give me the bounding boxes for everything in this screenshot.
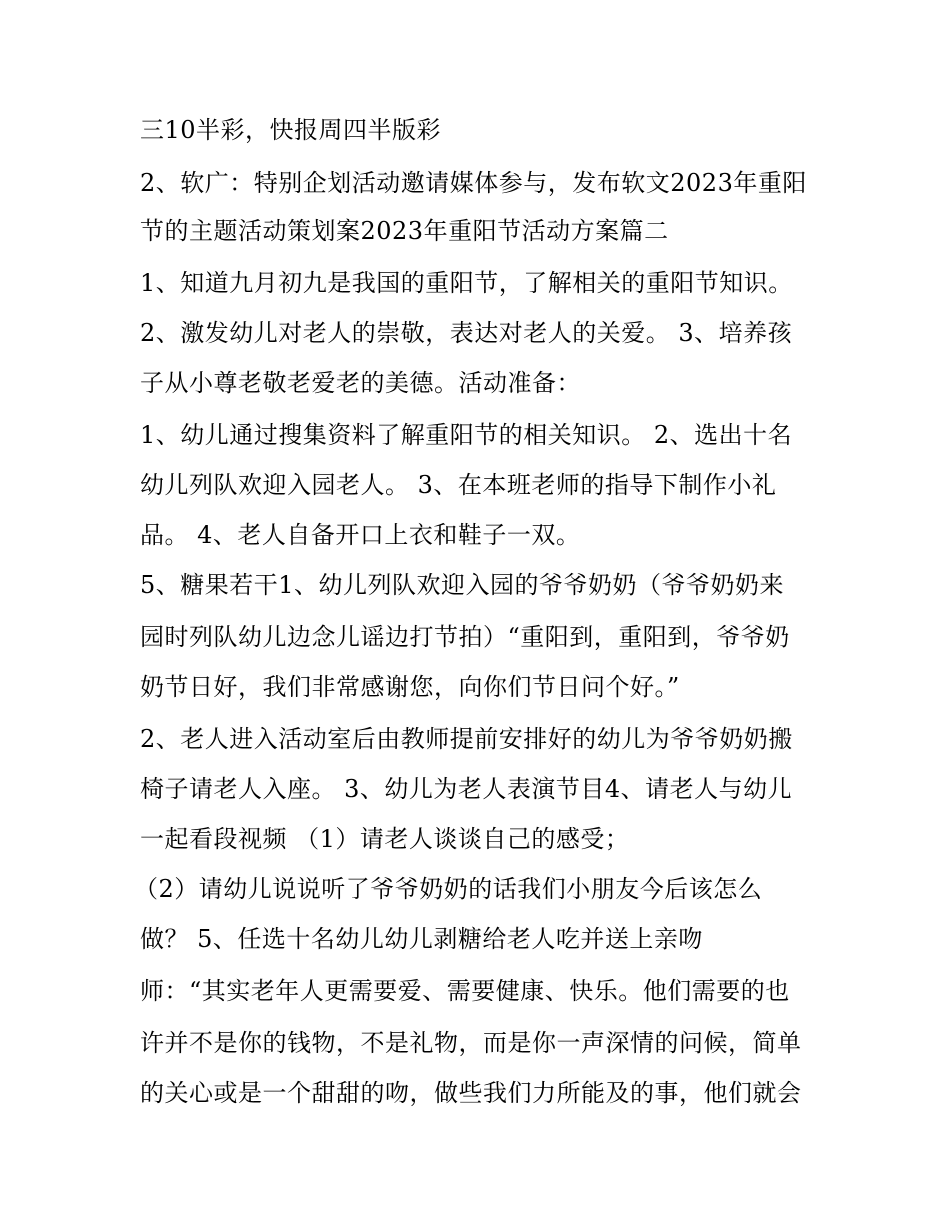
text-line: 1、知道九月初九是我国的重阳节，了解相关的重阳节知识。: [140, 269, 793, 297]
text-line: 子从小尊老敬老爱老的美德。活动准备：: [140, 369, 581, 397]
text-line: 5、糖果若干1、幼儿列队欢迎入园的爷爷奶奶（爷爷奶奶来: [140, 571, 785, 599]
text-line: 2、老人进入活动室后由教师提前安排好的幼儿为爷爷奶奶搬: [140, 725, 793, 753]
text-line: 1、幼儿通过搜集资料了解重阳节的相关知识。 2、选出十名: [140, 421, 793, 449]
text-line: 的关心或是一个甜甜的吻，做些我们力所能及的事，他们就会: [140, 1079, 802, 1107]
text-line: 园时列队幼儿边念儿谣边打节拍）“重阳到，重阳到，爷爷奶: [140, 623, 790, 651]
text-line: 2、激发幼儿对老人的崇敬，表达对老人的关爱。 3、培养孩: [140, 319, 793, 347]
text-line: 品。 4、老人自备开口上衣和鞋子一双。: [140, 521, 581, 549]
text-line: 椅子请老人入座。 3、幼儿为老人表演节目4、请老人与幼儿: [140, 775, 793, 803]
text-line: 许并不是你的钱物，不是礼物，而是你一声深情的问候，简单: [140, 1029, 802, 1057]
text-line: 幼儿列队欢迎入园老人。 3、在本班老师的指导下制作小礼: [140, 471, 777, 499]
text-line: 一起看段视频 （1）请老人谈谈自己的感受；: [140, 825, 630, 853]
text-line: 节的主题活动策划案2023年重阳节活动方案篇二: [140, 217, 669, 245]
text-line: 三10半彩，快报周四半版彩: [140, 116, 442, 144]
text-line: 2、软广：特别企划活动邀请媒体参与，发布软文2023年重阳: [140, 169, 807, 197]
text-line: 做？ 5、任选十名幼儿幼儿剥糖给老人吃并送上亲吻: [140, 925, 703, 953]
text-line: （2）请幼儿说说听了爷爷奶奶的话我们小朋友今后该怎么: [134, 875, 763, 903]
text-line: 师：“其实老年人更需要爱、需要健康、快乐。他们需要的也: [140, 977, 790, 1005]
text-line: 奶节日好，我们非常感谢您，向你们节日问个好。”: [140, 673, 680, 701]
